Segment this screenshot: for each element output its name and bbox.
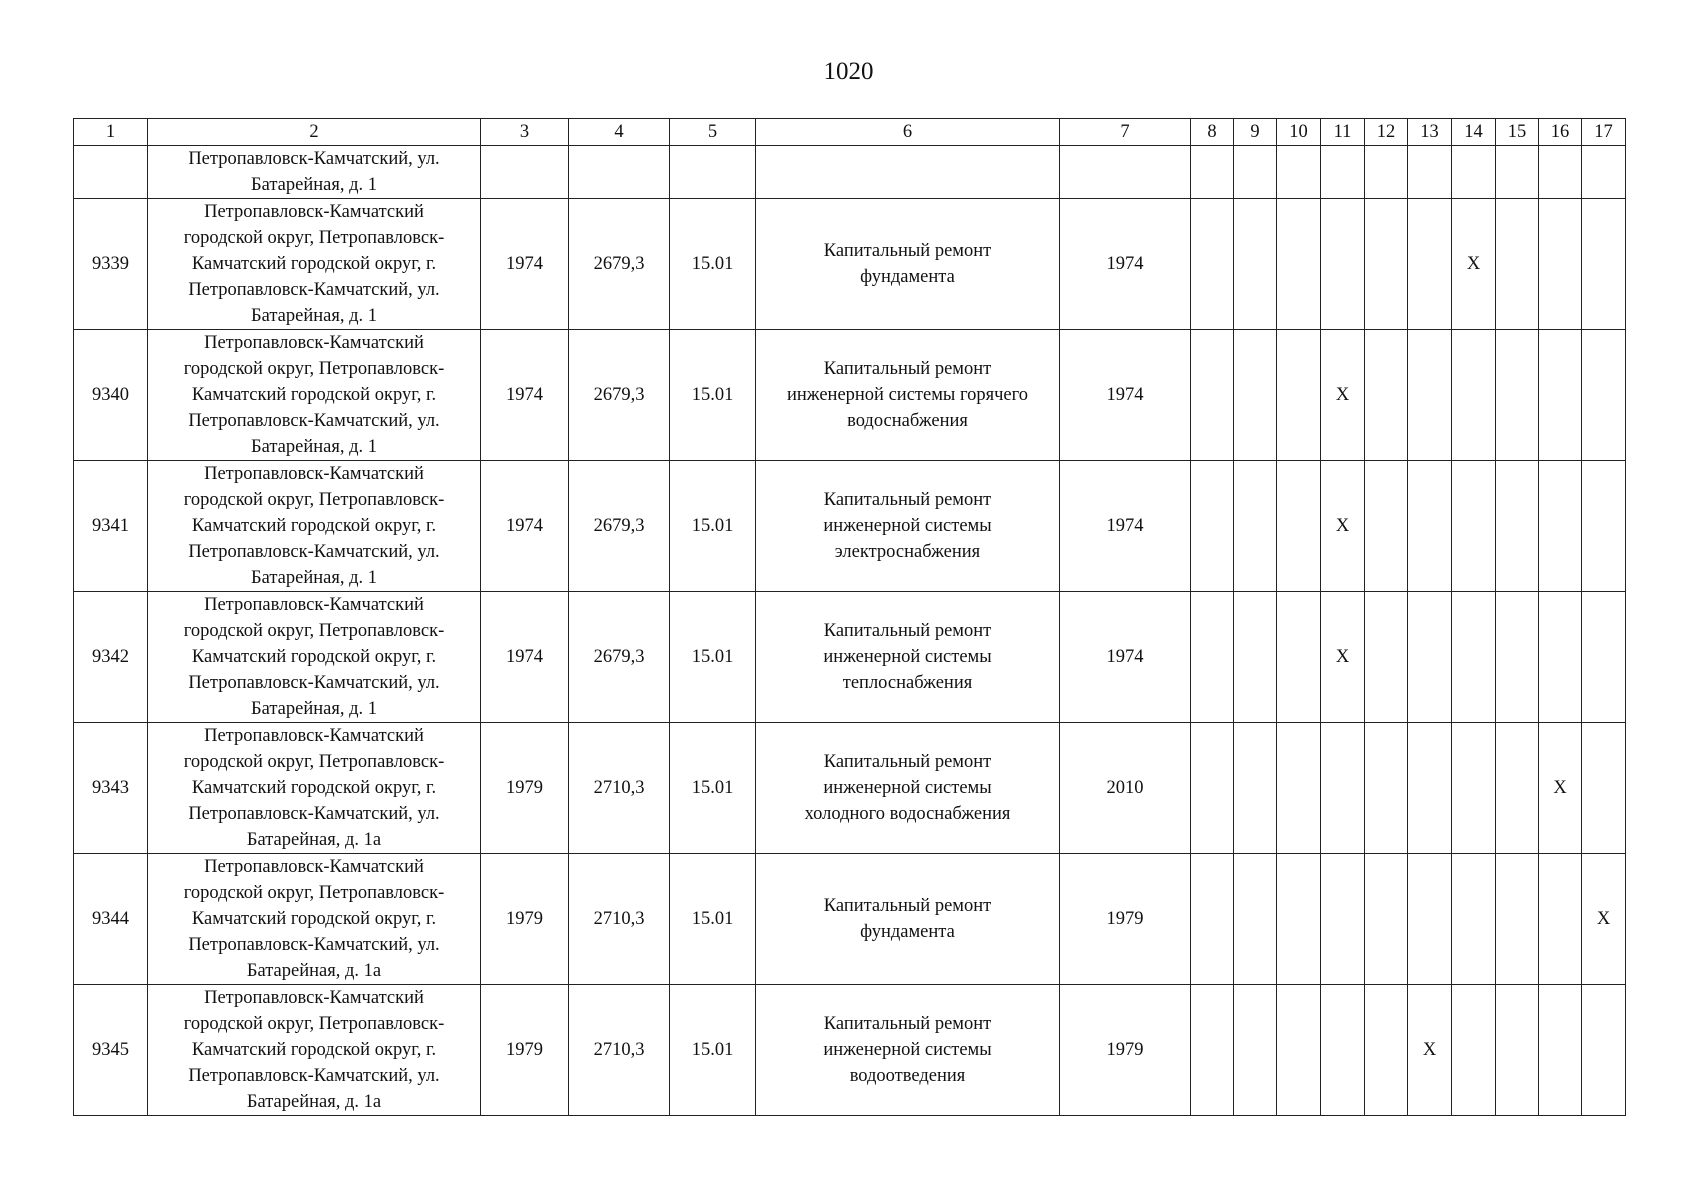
cell-area: 2710,3 — [569, 985, 670, 1116]
cell-empty — [1496, 146, 1539, 199]
cell-empty — [1539, 330, 1582, 461]
cell-empty — [1452, 330, 1496, 461]
cell-work-type: Капитальный ремонт инженерной системы теплоснабжения — [756, 592, 1060, 723]
cell-work-type: Капитальный ремонт фундамента — [756, 199, 1060, 330]
cell-empty — [481, 146, 569, 199]
cell-empty — [1277, 461, 1321, 592]
cell-address: Петропавловск-Камчатский городской округ, Петропавловск- Камчатский городской округ, г. Петропавловск-Камчатский, ул. Батарейная, д. 1а — [148, 854, 481, 985]
cell-code: 15.01 — [670, 723, 756, 854]
cell-empty — [1539, 985, 1582, 1116]
cell-empty — [1408, 330, 1452, 461]
cell-empty — [1582, 461, 1626, 592]
cell-year-last-repair: 1979 — [1060, 985, 1191, 1116]
column-header: 4 — [569, 119, 670, 146]
column-header: 5 — [670, 119, 756, 146]
cell-empty — [1234, 723, 1277, 854]
cell-year-last-repair: 1979 — [1060, 854, 1191, 985]
cell-empty — [1408, 723, 1452, 854]
cell-empty — [1496, 330, 1539, 461]
cell-empty — [1321, 146, 1365, 199]
column-header: 15 — [1496, 119, 1539, 146]
cell-work-type: Капитальный ремонт инженерной системы электроснабжения — [756, 461, 1060, 592]
cell-area: 2679,3 — [569, 199, 670, 330]
cell-year-last-repair: 1974 — [1060, 461, 1191, 592]
cell-empty — [1234, 592, 1277, 723]
cell-mark: X — [1539, 723, 1582, 854]
cell-empty — [1321, 985, 1365, 1116]
cell-year: 1979 — [481, 985, 569, 1116]
cell-empty — [1496, 592, 1539, 723]
cell-empty — [1496, 985, 1539, 1116]
table-row — [74, 461, 1626, 592]
cell-empty — [1496, 854, 1539, 985]
cell-empty — [1365, 330, 1408, 461]
continuation-row — [74, 146, 1626, 199]
cell-empty — [1277, 592, 1321, 723]
cell-empty — [1452, 985, 1496, 1116]
cell-empty — [1582, 146, 1626, 199]
cell-address: Петропавловск-Камчатский городской округ, Петропавловск- Камчатский городской округ, г. Петропавловск-Камчатский, ул. Батарейная, д. 1а — [148, 723, 481, 854]
cell-empty — [1321, 854, 1365, 985]
cell-empty — [1234, 199, 1277, 330]
cell-work-type: Капитальный ремонт инженерной системы горячего водоснабжения — [756, 330, 1060, 461]
cell-area: 2710,3 — [569, 854, 670, 985]
cell-year: 1974 — [481, 199, 569, 330]
column-header: 1 — [74, 119, 148, 146]
cell-empty — [1539, 592, 1582, 723]
cell-empty — [670, 146, 756, 199]
column-header: 10 — [1277, 119, 1321, 146]
cell-empty — [1365, 723, 1408, 854]
cell-empty — [1234, 985, 1277, 1116]
table-row — [74, 723, 1626, 854]
cell-empty — [1191, 592, 1234, 723]
cell-address: Петропавловск-Камчатский городской округ, Петропавловск- Камчатский городской округ, г. Петропавловск-Камчатский, ул. Батарейная, д. 1 — [148, 461, 481, 592]
cell-mark: X — [1321, 461, 1365, 592]
column-header: 9 — [1234, 119, 1277, 146]
cell-empty — [756, 146, 1060, 199]
column-header: 12 — [1365, 119, 1408, 146]
cell-empty — [1234, 330, 1277, 461]
cell-empty — [1191, 723, 1234, 854]
cell-empty — [1408, 146, 1452, 199]
cell-empty — [1191, 985, 1234, 1116]
cell-mark: X — [1321, 330, 1365, 461]
cell-address: Петропавловск-Камчатский городской округ, Петропавловск- Камчатский городской округ, г. Петропавловск-Камчатский, ул. Батарейная, д. 1 — [148, 199, 481, 330]
column-header: 6 — [756, 119, 1060, 146]
repair-registry-table — [73, 118, 1626, 1116]
cell-empty — [1365, 985, 1408, 1116]
cell-area: 2710,3 — [569, 723, 670, 854]
cell-empty — [1277, 146, 1321, 199]
cell-code: 15.01 — [670, 985, 756, 1116]
cell-empty — [1191, 854, 1234, 985]
cell-empty — [1365, 592, 1408, 723]
cell-year-last-repair: 2010 — [1060, 723, 1191, 854]
cell-empty — [1452, 146, 1496, 199]
cell-year-last-repair: 1974 — [1060, 592, 1191, 723]
table-row — [74, 592, 1626, 723]
cell-work-type: Капитальный ремонт инженерной системы водоотведения — [756, 985, 1060, 1116]
header-row — [74, 119, 1626, 146]
cell-empty — [1582, 330, 1626, 461]
column-header: 16 — [1539, 119, 1582, 146]
cell-empty — [1496, 461, 1539, 592]
table-header — [74, 119, 1626, 146]
table-row — [74, 330, 1626, 461]
cell-empty — [1191, 330, 1234, 461]
cell-empty — [1191, 461, 1234, 592]
cell-empty — [1582, 723, 1626, 854]
cell-empty — [1408, 592, 1452, 723]
column-header: 17 — [1582, 119, 1626, 146]
column-header: 3 — [481, 119, 569, 146]
cell-year: 1974 — [481, 330, 569, 461]
page-number: 1020 — [823, 58, 874, 85]
cell-empty — [1321, 199, 1365, 330]
cell-area: 2679,3 — [569, 461, 670, 592]
cell-empty — [1452, 854, 1496, 985]
cell-mark: X — [1582, 854, 1626, 985]
cell-empty — [1496, 723, 1539, 854]
cell-code: 15.01 — [670, 199, 756, 330]
column-header: 8 — [1191, 119, 1234, 146]
cell-empty — [1365, 146, 1408, 199]
cell-empty — [1060, 146, 1191, 199]
cell-year-last-repair: 1974 — [1060, 330, 1191, 461]
cell-num: 9343 — [74, 723, 148, 854]
cell-code: 15.01 — [670, 592, 756, 723]
column-header: 11 — [1321, 119, 1365, 146]
cell-empty — [1539, 146, 1582, 199]
cell-empty — [1365, 461, 1408, 592]
cell-empty — [1539, 854, 1582, 985]
cell-mark: X — [1452, 199, 1496, 330]
column-header: 2 — [148, 119, 481, 146]
cell-code: 15.01 — [670, 330, 756, 461]
table-row — [74, 985, 1626, 1116]
table-body — [74, 146, 1626, 1116]
cell-code: 15.01 — [670, 461, 756, 592]
cell-empty — [1408, 461, 1452, 592]
table-row — [74, 199, 1626, 330]
cell-empty — [1234, 854, 1277, 985]
column-header: 13 — [1408, 119, 1452, 146]
cell-empty — [1277, 985, 1321, 1116]
cell-area: 2679,3 — [569, 592, 670, 723]
cell-address: Петропавловск-Камчатский городской округ, Петропавловск- Камчатский городской округ, г. Петропавловск-Камчатский, ул. Батарейная, д. 1 — [148, 592, 481, 723]
cell-empty — [1452, 723, 1496, 854]
cell-empty — [1539, 199, 1582, 330]
cell-num: 9340 — [74, 330, 148, 461]
column-header: 14 — [1452, 119, 1496, 146]
cell-empty — [1277, 199, 1321, 330]
cell-empty — [1452, 461, 1496, 592]
cell-year: 1974 — [481, 461, 569, 592]
cell-empty — [1277, 723, 1321, 854]
cell-num — [74, 146, 148, 199]
cell-work-type: Капитальный ремонт фундамента — [756, 854, 1060, 985]
cell-empty — [1365, 854, 1408, 985]
cell-empty — [1582, 592, 1626, 723]
cell-area: 2679,3 — [569, 330, 670, 461]
cell-empty — [569, 146, 670, 199]
column-header: 7 — [1060, 119, 1191, 146]
cell-empty — [1452, 592, 1496, 723]
cell-num: 9339 — [74, 199, 148, 330]
cell-year: 1979 — [481, 854, 569, 985]
cell-mark: X — [1321, 592, 1365, 723]
cell-num: 9342 — [74, 592, 148, 723]
cell-mark: X — [1408, 985, 1452, 1116]
cell-work-type: Капитальный ремонт инженерной системы холодного водоснабжения — [756, 723, 1060, 854]
table-row — [74, 854, 1626, 985]
cell-empty — [1408, 199, 1452, 330]
cell-address: Петропавловск-Камчатский городской округ, Петропавловск- Камчатский городской округ, г. Петропавловск-Камчатский, ул. Батарейная, д. 1 — [148, 330, 481, 461]
cell-empty — [1365, 199, 1408, 330]
cell-empty — [1321, 723, 1365, 854]
cell-empty — [1277, 330, 1321, 461]
cell-empty — [1191, 199, 1234, 330]
cell-year-last-repair: 1974 — [1060, 199, 1191, 330]
cell-empty — [1408, 854, 1452, 985]
cell-address: Петропавловск-Камчатский городской округ, Петропавловск- Камчатский городской округ, г. Петропавловск-Камчатский, ул. Батарейная, д. 1а — [148, 985, 481, 1116]
cell-empty — [1234, 146, 1277, 199]
cell-empty — [1191, 146, 1234, 199]
cell-year: 1974 — [481, 592, 569, 723]
cell-num: 9344 — [74, 854, 148, 985]
cell-empty — [1582, 199, 1626, 330]
cell-num: 9341 — [74, 461, 148, 592]
cell-empty — [1277, 854, 1321, 985]
cell-empty — [1496, 199, 1539, 330]
cell-code: 15.01 — [670, 854, 756, 985]
cell-year: 1979 — [481, 723, 569, 854]
cell-empty — [1582, 985, 1626, 1116]
cell-num: 9345 — [74, 985, 148, 1116]
cell-empty — [1234, 461, 1277, 592]
cell-address: Петропавловск-Камчатский, ул. Батарейная, д. 1 — [148, 146, 481, 199]
cell-empty — [1539, 461, 1582, 592]
